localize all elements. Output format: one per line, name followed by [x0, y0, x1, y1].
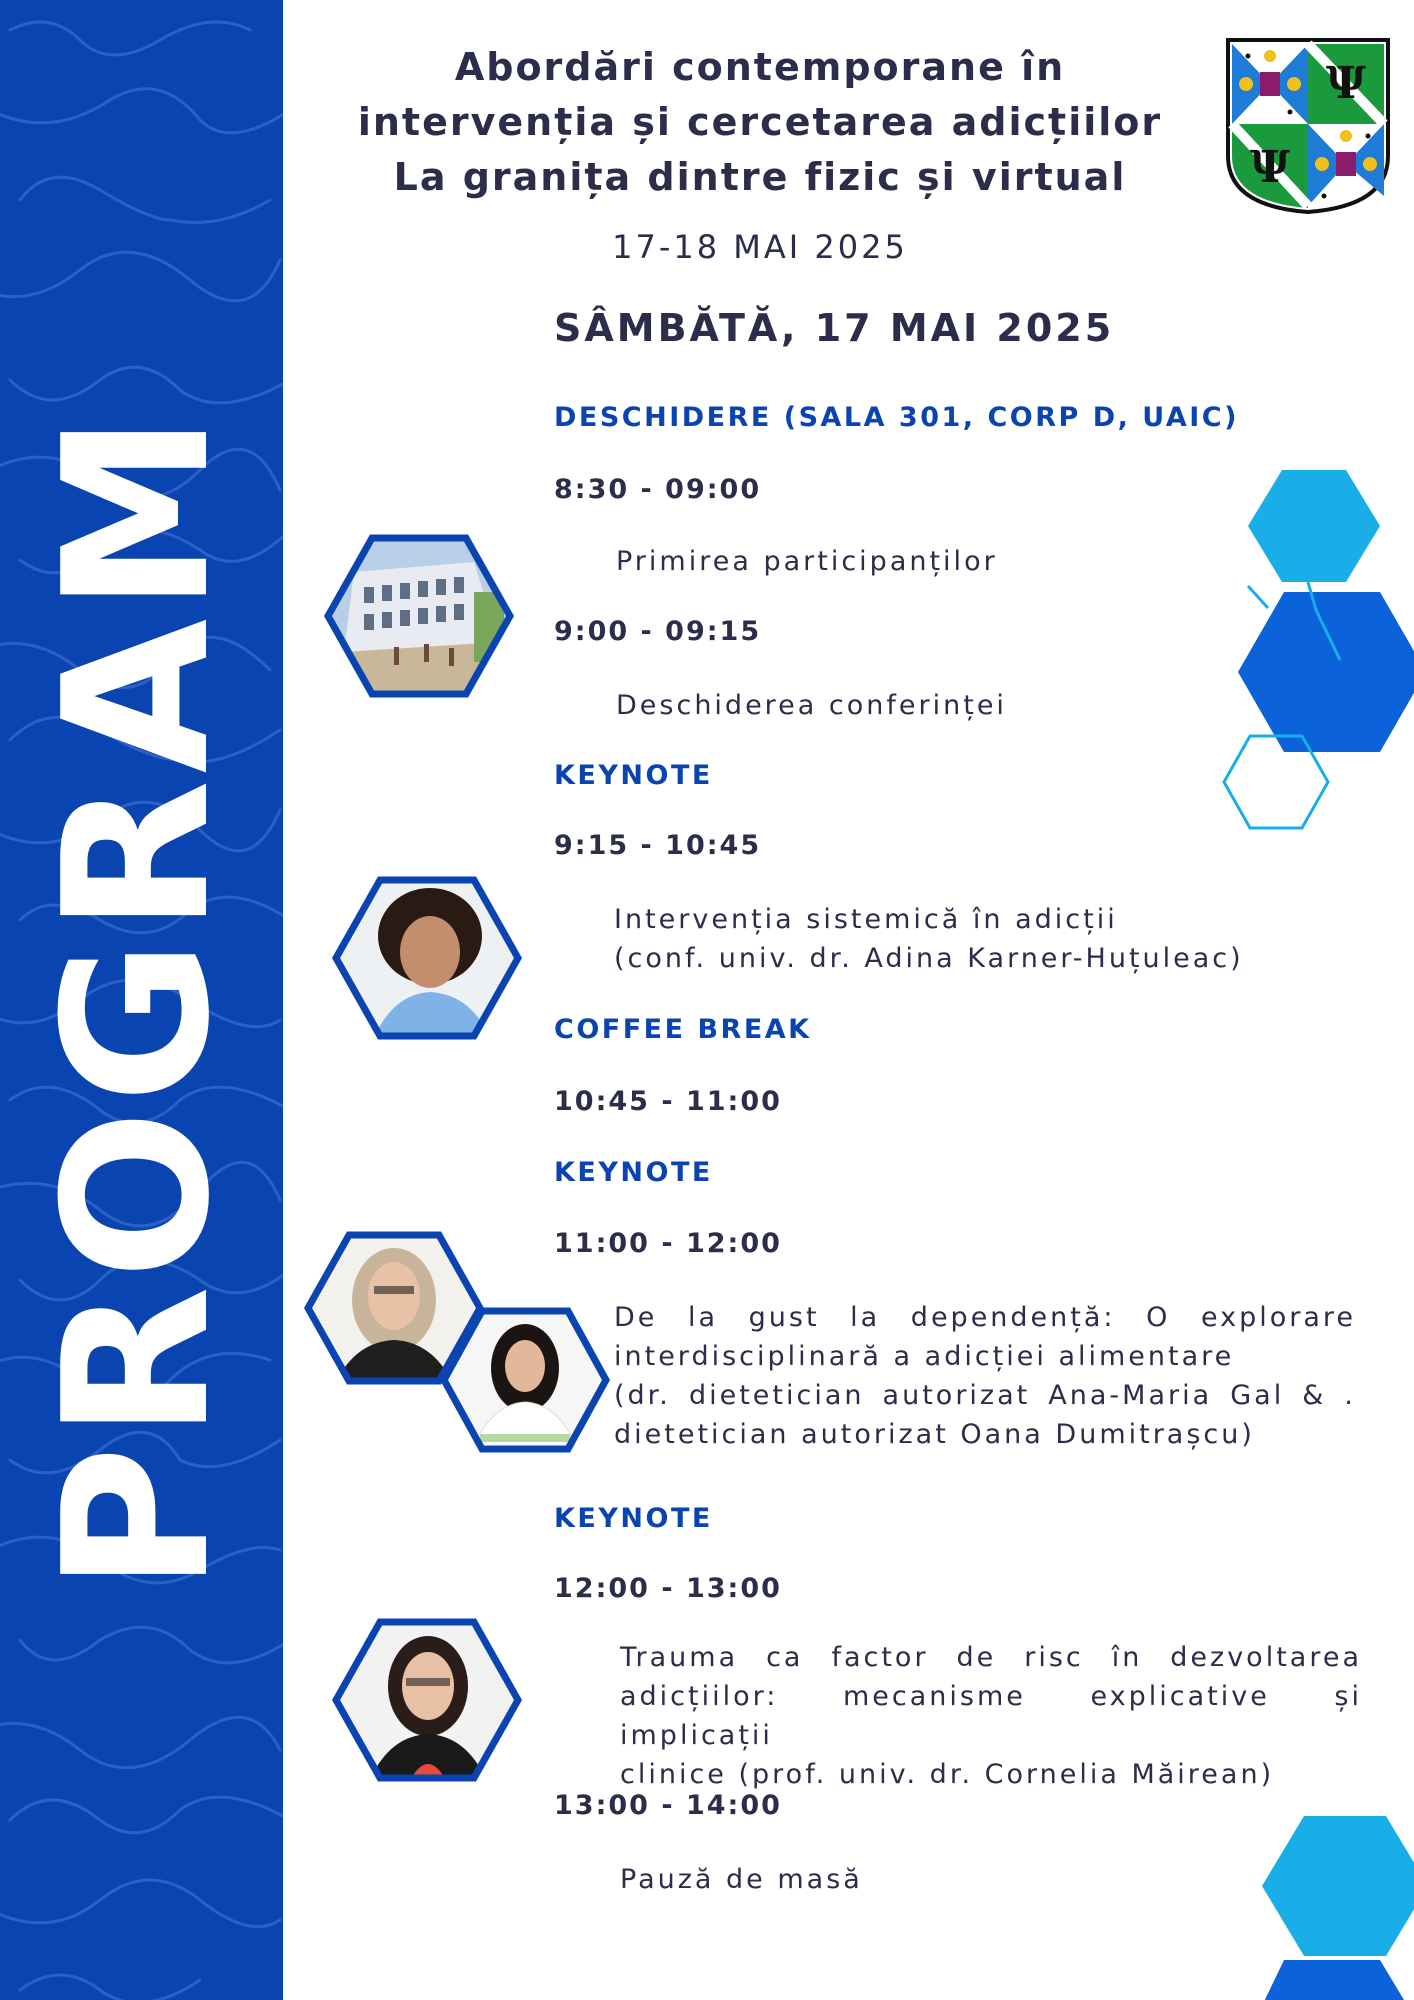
- desc-line: adicțiilor: mecanisme explicative și implicații: [620, 1681, 1362, 1751]
- speaker-photo-karner-hutuleac: [332, 874, 522, 1042]
- time-slot-1200: 12:00 - 13:00: [554, 1573, 782, 1604]
- speaker-photo-dumitrascu: [440, 1306, 610, 1454]
- time-slot-0900: 9:00 - 09:15: [554, 616, 762, 647]
- left-band: [0, 0, 283, 2000]
- title-line-3: La granița dintre fizic și virtual: [393, 155, 1127, 199]
- speaker-photo-mairean: [332, 1616, 522, 1784]
- time-slot-0830: 8:30 - 09:00: [554, 474, 762, 505]
- desc-opening: Deschiderea conferinței: [616, 690, 1007, 721]
- section-opening: DESCHIDERE (SALA 301, CORP D, UAIC): [554, 402, 1239, 433]
- desc-line: dietetician autorizat Oana Dumitrașcu): [614, 1419, 1255, 1450]
- svg-text:Ψ: Ψ: [1325, 58, 1367, 109]
- desc-keynote-1: [614, 900, 1244, 978]
- desc-line: interdisciplinară a adicției alimentare: [614, 1341, 1235, 1372]
- desc-line: (conf. univ. dr. Adina Karner-Huțuleac): [614, 943, 1244, 974]
- section-keynote-3: KEYNOTE: [554, 1503, 713, 1534]
- svg-text:Ψ: Ψ: [1249, 142, 1291, 193]
- title-line-2: intervenția și cercetarea adicțiilor: [357, 100, 1163, 144]
- decorative-hexagons-bottom: [1260, 1810, 1414, 2000]
- desc-line: Intervenția sistemică în adicții: [614, 904, 1118, 935]
- university-crest-icon: [1224, 36, 1392, 216]
- day-heading: SÂMBĂTĂ, 17 MAI 2025: [554, 306, 1115, 350]
- section-keynote-1: KEYNOTE: [554, 760, 713, 791]
- conference-dates: 17-18 MAI 2025: [612, 228, 908, 266]
- conference-title: [300, 40, 1220, 205]
- time-slot-1300: 13:00 - 14:00: [554, 1790, 782, 1821]
- time-slot-1100: 11:00 - 12:00: [554, 1228, 782, 1259]
- desc-keynote-2: [614, 1298, 1356, 1454]
- desc-line: clinice (prof. univ. dr. Cornelia Măirean): [620, 1759, 1275, 1790]
- time-slot-0915: 9:15 - 10:45: [554, 830, 762, 861]
- time-slot-1045: 10:45 - 11:00: [554, 1086, 782, 1117]
- program-vertical-title: PROGRAM: [21, 407, 254, 1593]
- desc-welcome: Primirea participanților: [616, 546, 998, 577]
- desc-line: Trauma ca factor de risc în dezvoltarea: [620, 1642, 1362, 1673]
- desc-keynote-3: [620, 1638, 1362, 1794]
- decorative-hexagons-top: [1220, 460, 1414, 840]
- building-photo: [324, 532, 514, 700]
- section-keynote-2: KEYNOTE: [554, 1157, 713, 1188]
- desc-line: (dr. dietetician autorizat Ana-Maria Gal & .: [614, 1380, 1356, 1411]
- desc-line: De la gust la dependență: O explorare: [614, 1302, 1356, 1333]
- section-coffee-break: COFFEE BREAK: [554, 1014, 812, 1045]
- desc-lunch: Pauză de masă: [620, 1864, 863, 1895]
- title-line-1: Abordări contemporane în: [454, 45, 1066, 89]
